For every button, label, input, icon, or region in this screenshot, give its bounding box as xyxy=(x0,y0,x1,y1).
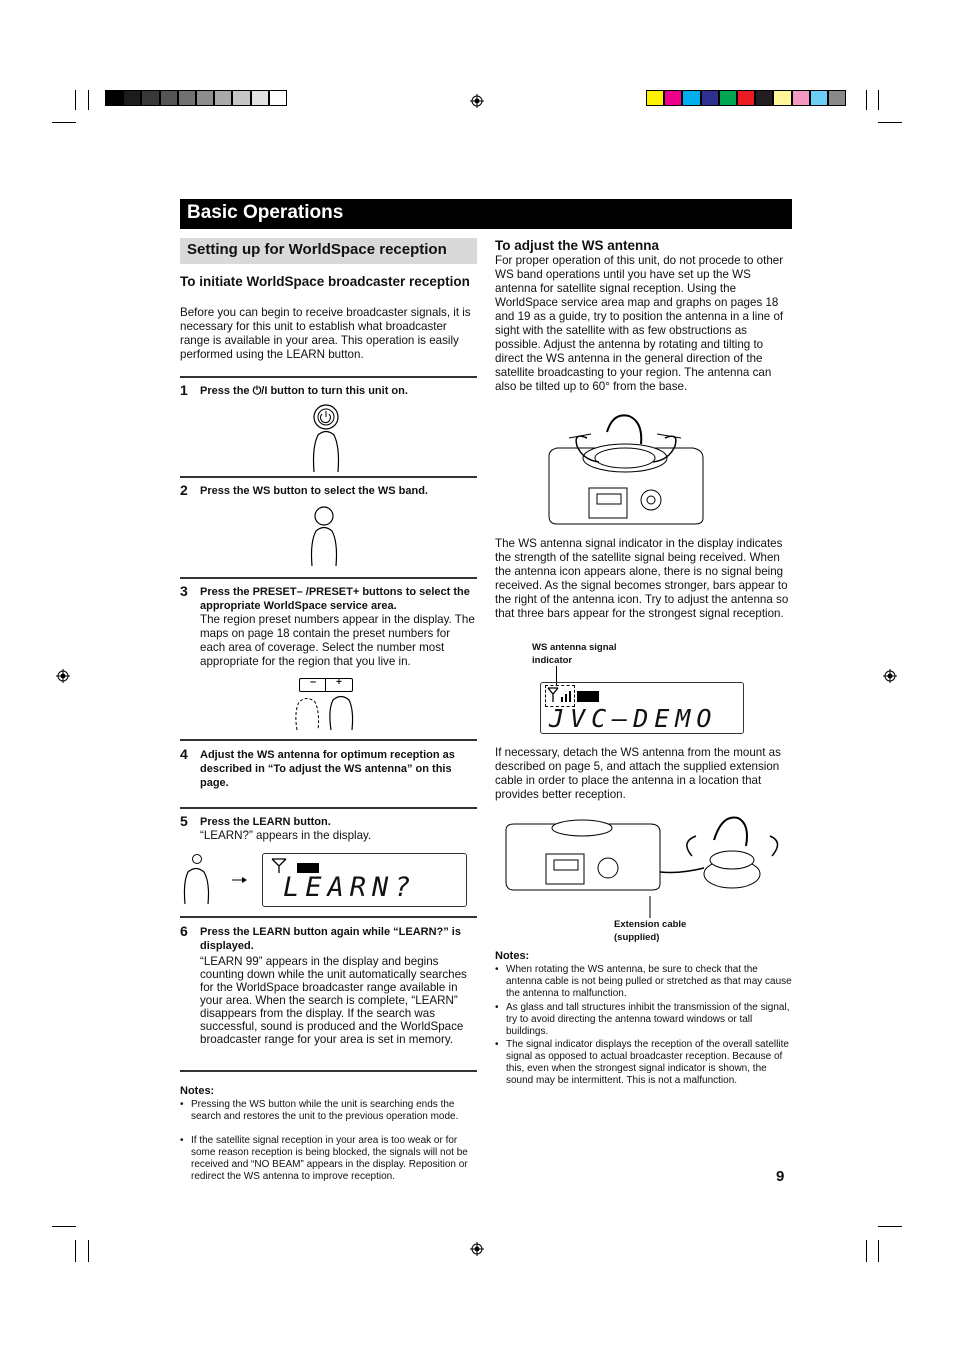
color-swatch xyxy=(810,90,828,106)
ws-button-illustration xyxy=(300,504,360,568)
section-title: Setting up for WorldSpace reception xyxy=(187,241,447,258)
step-6-instruction: Press the LEARN button again while “LEARN?” is displayed. xyxy=(200,926,461,952)
right-notes-title: Notes: xyxy=(495,950,530,962)
registration-mark-icon xyxy=(470,94,484,108)
divider xyxy=(180,476,477,478)
ws-indicator-block xyxy=(577,691,599,702)
preset-fingers-illustration xyxy=(290,690,362,732)
step-3-detail: The region preset numbers appear in the display. The maps on page 18 contain the preset numbers for each area of coverage. Select the number most appropriate for the region that you live in. xyxy=(200,613,475,668)
color-swatch xyxy=(773,90,791,106)
adjust-body-2: The WS antenna signal indicator in the display indicates the strength of the satellite signal being received. When the antenna icon appears alone, there is no signal being received. As the signal becomes stronger, bars appear to the right of the antenna icon. Try to adjust the antenna so that three bars appear for the strongest signal reception. xyxy=(495,537,789,620)
step-5-detail: “LEARN?” appears in the display. xyxy=(200,829,372,842)
color-swatch xyxy=(160,90,178,106)
preset-minus-label: – xyxy=(310,676,317,688)
color-swatch xyxy=(701,90,719,106)
signal-indicator-caption: WS antenna signal indicator xyxy=(532,642,617,666)
step-5-instruction: Press the LEARN button. xyxy=(200,816,331,828)
step-3-instruction: Press the PRESET– /PRESET+ buttons to select the appropriate WorldSpace service area. xyxy=(200,586,470,612)
adjust-body-1: For proper operation of this unit, do not procede to other WS band operations until you have set up the WS antenna for satellite signal reception. Using the WorldSpace service area map and graphs on pages 18 and 19 as a guide, try to position the antenna in a line of sight with the satellite with as few obstructions as possible. Adjust the antenna by rotating and tilting to direct the WS antenna in the general direction of the satellite broadcasting to your region. The antenna can also be tilted up to 60° from the base. xyxy=(495,254,784,393)
step-number: 6 xyxy=(180,923,188,939)
adjust-heading: To adjust the WS antenna xyxy=(495,238,660,253)
demo-lcd-display xyxy=(540,682,744,734)
step-number: 1 xyxy=(180,382,188,398)
color-swatch xyxy=(214,90,232,106)
step-6-text xyxy=(200,925,478,1047)
right-note-item: • As glass and tall structures inhibit the transmission of the signal, try to avoid directing the antenna toward windows or tall buildings. xyxy=(495,1002,793,1038)
page-title-bar xyxy=(180,199,792,229)
step-number: 3 xyxy=(180,583,188,599)
boombox-antenna-rotation-illustration xyxy=(543,410,707,526)
color-swatch xyxy=(755,90,773,106)
preset-plus-label: + xyxy=(336,677,342,688)
initiate-body: Before you can begin to receive broadcaster signals, it is necessary for this unit to establish what broadcaster range is available in your area. This operation is easily performed using the LEARN button. xyxy=(180,306,471,361)
registration-mark-icon xyxy=(470,1242,484,1256)
page-number: 9 xyxy=(776,1168,785,1185)
step-3-text xyxy=(200,585,478,669)
divider xyxy=(180,577,477,579)
color-swatch xyxy=(719,90,737,106)
step-2-text xyxy=(200,484,476,498)
color-swatch xyxy=(123,90,141,106)
initiate-heading: To initiate WorldSpace broadcaster reception xyxy=(180,274,470,289)
color-swatch xyxy=(682,90,700,106)
demo-display-text: JVC–DEMO xyxy=(549,704,718,733)
step-number: 2 xyxy=(180,482,188,498)
learn-display-text: LEARN? xyxy=(283,872,417,903)
color-swatch xyxy=(792,90,810,106)
color-swatch xyxy=(269,90,287,106)
divider xyxy=(180,739,477,741)
registration-mark-icon xyxy=(56,669,70,683)
color-swatch xyxy=(737,90,755,106)
color-swatch xyxy=(105,90,123,106)
step-1-instruction: Press the ⏻/I button to turn this unit on. xyxy=(200,385,408,397)
color-swatch xyxy=(828,90,846,106)
divider xyxy=(180,1070,477,1072)
color-swatch xyxy=(141,90,159,106)
divider xyxy=(180,807,477,809)
learn-lcd-display xyxy=(262,853,467,907)
section-title-bar xyxy=(180,238,477,264)
color-swatch xyxy=(178,90,196,106)
left-note-item: • Pressing the WS button while the unit is searching ends the search and restores the unit to the previous operation mode. xyxy=(180,1099,478,1123)
color-swatch xyxy=(646,90,664,106)
step-number: 5 xyxy=(180,813,188,829)
step-4-text xyxy=(200,748,478,790)
step-6-detail: “LEARN 99” appears in the display and begins counting down while the unit automatically searches for the WorldSpace broadcaster range available in your area. When the search is complete, “LEARN” disappears from the display. If the search was successful, sound is produced and the WorldSpace broadcaster range for your area is set in memory. xyxy=(200,955,467,1046)
learn-button-illustration xyxy=(180,852,260,908)
step-2-instruction: Press the WS button to select the WS band. xyxy=(200,485,428,497)
antenna-signal-bars-icon xyxy=(547,687,573,703)
color-swatch xyxy=(664,90,682,106)
divider xyxy=(180,916,477,918)
step-4-instruction: Adjust the WS antenna for optimum reception as described in “To adjust the WS antenna” on this page. xyxy=(200,749,455,789)
left-note-item: • If the satellite signal reception in your area is too weak or for some reason reception is being blocked, the signals will not be received and “NO BEAM” appears in the display. Reposition or redirect the WS antenna to improve reception. xyxy=(180,1135,478,1183)
right-note-item: • The signal indicator displays the reception of the overall satellite signal as opposed to actual broadcaster reception. Because of this, even when the strongest signal indicator is shown, the sound may be intermittent. This is not a malfunction. xyxy=(495,1039,793,1087)
power-button-illustration xyxy=(300,402,360,474)
extension-cable-illustration xyxy=(500,812,784,918)
step-5-text xyxy=(200,815,476,843)
registration-mark-icon xyxy=(883,669,897,683)
step-number: 4 xyxy=(180,746,188,762)
divider xyxy=(180,376,477,378)
color-swatch xyxy=(232,90,250,106)
adjust-body-3: If necessary, detach the WS antenna from the mount as described on page 5, and attach the supplied extension cable in order to place the antenna in a location that provides better reception. xyxy=(495,746,781,801)
color-swatch xyxy=(251,90,269,106)
right-note-item: • When rotating the WS antenna, be sure to check that the antenna cable is not being pulled or stretched as that may cause the antenna to malfunction. xyxy=(495,964,793,1000)
page-title: Basic Operations xyxy=(187,202,344,223)
left-notes-title: Notes: xyxy=(180,1085,215,1097)
step-1-text xyxy=(200,384,476,398)
extension-cable-caption: Extension cable (supplied) xyxy=(614,919,687,943)
color-swatch xyxy=(196,90,214,106)
